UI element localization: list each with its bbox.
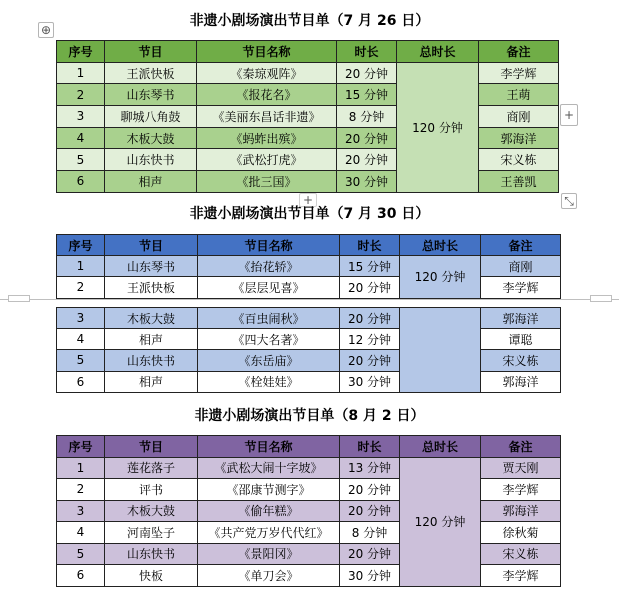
cell-duration[interactable]: 8 分钟	[340, 522, 400, 544]
table-row	[57, 149, 559, 171]
cell-no[interactable]: 4	[57, 127, 105, 149]
header-duration: 时长	[340, 235, 400, 256]
cell-program[interactable]: 木板大鼓	[105, 127, 197, 149]
cell-note[interactable]: 郭海洋	[481, 308, 561, 329]
cell-no[interactable]: 3	[57, 308, 105, 329]
table-3-title: 非遗小剧场演出节目单（8 月 2 日）	[194, 408, 425, 424]
table-header-row	[57, 436, 561, 458]
header-duration: 时长	[337, 41, 397, 63]
table-row	[57, 256, 561, 277]
cell-duration[interactable]: 15 分钟	[340, 256, 400, 277]
cell-total-duration[interactable]: 120 分钟	[400, 457, 481, 586]
cell-program[interactable]: 莲花落子	[105, 457, 198, 479]
cell-program[interactable]: 相声	[105, 171, 197, 193]
header-program-name: 节目名称	[197, 41, 337, 63]
cell-program[interactable]: 王派快板	[105, 62, 197, 84]
cell-program-name[interactable]: 《美丽东昌话非遗》	[197, 106, 337, 128]
cell-no[interactable]: 4	[57, 522, 105, 544]
table-row	[57, 329, 561, 350]
cell-program-name[interactable]: 《栓娃娃》	[198, 371, 340, 392]
table-row	[57, 457, 561, 479]
cell-note[interactable]: 李学辉	[481, 565, 561, 587]
header-total-duration: 总时长	[400, 235, 481, 256]
cell-program-name[interactable]: 《秦琼观阵》	[197, 62, 337, 84]
header-total-duration: 总时长	[400, 436, 481, 458]
cell-note[interactable]: 宋义栋	[479, 149, 559, 171]
add-column-icon[interactable]: +	[560, 104, 578, 126]
cell-program-name[interactable]: 《偷年糕》	[198, 500, 340, 522]
cell-program[interactable]: 山东琴书	[105, 256, 198, 277]
page-break-marker-right	[590, 295, 612, 302]
cell-no[interactable]: 5	[57, 149, 105, 171]
cell-program-name[interactable]: 《共产党万岁代代红》	[198, 522, 340, 544]
header-program: 节目	[105, 436, 198, 458]
page-break-marker-left	[8, 295, 30, 302]
cell-program-name[interactable]: 《武松打虎》	[197, 149, 337, 171]
cell-note[interactable]: 宋义栋	[481, 543, 561, 565]
cell-program-name[interactable]: 《层层见喜》	[198, 277, 340, 298]
cell-no[interactable]: 2	[57, 84, 105, 106]
cell-note[interactable]: 李学辉	[481, 277, 561, 298]
table-header-row	[57, 235, 561, 256]
cell-program-name[interactable]: 《东岳庙》	[198, 350, 340, 371]
header-program: 节目	[105, 235, 198, 256]
cell-program[interactable]: 王派快板	[105, 277, 198, 298]
cell-duration[interactable]: 30 分钟	[337, 171, 397, 193]
cell-duration[interactable]: 20 分钟	[337, 62, 397, 84]
schedule-table-jul26	[56, 40, 559, 193]
cell-note[interactable]: 李学辉	[479, 62, 559, 84]
header-no: 序号	[57, 235, 105, 256]
table-row	[57, 171, 559, 193]
cell-program-name[interactable]: 《景阳冈》	[198, 543, 340, 565]
cell-total-duration[interactable]: 120 分钟	[397, 62, 479, 192]
header-no: 序号	[57, 436, 105, 458]
cell-note[interactable]: 商刚	[479, 106, 559, 128]
cell-program[interactable]: 聊城八角鼓	[105, 106, 197, 128]
cell-duration[interactable]: 20 分钟	[340, 479, 400, 501]
header-note: 备注	[481, 235, 561, 256]
cell-no[interactable]: 1	[57, 256, 105, 277]
cell-program[interactable]: 山东快书	[105, 149, 197, 171]
header-program-name: 节目名称	[198, 436, 340, 458]
cell-program[interactable]: 山东快书	[105, 543, 198, 565]
cell-note[interactable]: 郭海洋	[479, 127, 559, 149]
cell-note[interactable]: 李学辉	[481, 479, 561, 501]
page-break-line	[0, 299, 619, 300]
table-row	[57, 127, 559, 149]
cell-no[interactable]: 2	[57, 479, 105, 501]
cell-no[interactable]: 2	[57, 277, 105, 298]
cell-note[interactable]: 郭海洋	[481, 371, 561, 392]
table-row	[57, 500, 561, 522]
cell-duration[interactable]: 20 分钟	[340, 277, 400, 298]
cell-program-name[interactable]: 《蚂蚱出殡》	[197, 127, 337, 149]
table-move-handle-icon[interactable]: ⊕	[38, 22, 54, 38]
cell-program[interactable]: 木板大鼓	[105, 308, 198, 329]
table-row	[57, 350, 561, 371]
table-row	[57, 565, 561, 587]
table-header-row	[57, 41, 559, 63]
cell-no[interactable]: 1	[57, 62, 105, 84]
cell-duration[interactable]: 20 分钟	[340, 500, 400, 522]
cell-no[interactable]: 6	[57, 565, 105, 587]
table-row	[57, 479, 561, 501]
cell-program[interactable]: 山东琴书	[105, 84, 197, 106]
cell-note[interactable]: 王萌	[479, 84, 559, 106]
table-row	[57, 371, 561, 392]
cell-no[interactable]: 1	[57, 457, 105, 479]
cell-note[interactable]: 宋义栋	[481, 350, 561, 371]
cell-duration[interactable]: 30 分钟	[340, 371, 400, 392]
schedule-table-jul30-part2	[56, 307, 561, 393]
cell-no[interactable]: 6	[57, 371, 105, 392]
cell-duration[interactable]: 8 分钟	[337, 106, 397, 128]
cell-duration[interactable]: 12 分钟	[340, 329, 400, 350]
cell-program-name[interactable]: 《百虫闹秋》	[198, 308, 340, 329]
cell-program-name[interactable]: 《批三国》	[197, 171, 337, 193]
cell-duration[interactable]: 20 分钟	[340, 308, 400, 329]
cell-program-name[interactable]: 《四大名著》	[198, 329, 340, 350]
schedule-table-jul30-part1	[56, 234, 561, 299]
cell-note[interactable]: 徐秋菊	[481, 522, 561, 544]
cell-program[interactable]: 快板	[105, 565, 198, 587]
cell-program-name[interactable]: 《武松大闹十字坡》	[198, 457, 340, 479]
cell-duration[interactable]: 20 分钟	[337, 127, 397, 149]
cell-program-name[interactable]: 《报花名》	[197, 84, 337, 106]
cell-program[interactable]: 评书	[105, 479, 198, 501]
cell-note[interactable]: 王善凯	[479, 171, 559, 193]
header-note: 备注	[481, 436, 561, 458]
table-resize-icon[interactable]: ⤡	[561, 193, 577, 209]
cell-program[interactable]: 河南坠子	[105, 522, 198, 544]
header-program: 节目	[105, 41, 197, 63]
cell-note[interactable]: 郭海洋	[481, 500, 561, 522]
cell-program[interactable]: 山东快书	[105, 350, 198, 371]
table-row	[57, 106, 559, 128]
cell-no[interactable]: 6	[57, 171, 105, 193]
cell-program-name[interactable]: 《单刀会》	[198, 565, 340, 587]
header-duration: 时长	[340, 436, 400, 458]
table-row	[57, 522, 561, 544]
cell-program-name[interactable]: 《邵康节测字》	[198, 479, 340, 501]
cell-duration[interactable]: 15 分钟	[337, 84, 397, 106]
header-program-name: 节目名称	[198, 235, 340, 256]
cell-no[interactable]: 3	[57, 106, 105, 128]
cell-total-duration[interactable]: 120 分钟	[400, 256, 481, 298]
cell-note[interactable]: 贾天刚	[481, 457, 561, 479]
cell-no[interactable]: 4	[57, 329, 105, 350]
cell-program-name[interactable]: 《抬花轿》	[198, 256, 340, 277]
cell-total-duration-continued[interactable]	[400, 308, 481, 393]
cell-note[interactable]: 谭聪	[481, 329, 561, 350]
header-no: 序号	[57, 41, 105, 63]
schedule-table-aug2	[56, 435, 561, 587]
cell-note[interactable]: 商刚	[481, 256, 561, 277]
cell-duration[interactable]: 20 分钟	[340, 350, 400, 371]
table-row	[57, 543, 561, 565]
table-row	[57, 62, 559, 84]
cell-program[interactable]: 相声	[105, 371, 198, 392]
cell-program[interactable]: 相声	[105, 329, 198, 350]
cell-duration[interactable]: 30 分钟	[340, 565, 400, 587]
table-row	[57, 84, 559, 106]
header-note: 备注	[479, 41, 559, 63]
table-2-title: 非遗小剧场演出节目单（7 月 30 日）	[189, 206, 430, 222]
cell-duration[interactable]: 13 分钟	[340, 457, 400, 479]
cell-no[interactable]: 5	[57, 350, 105, 371]
table-row	[57, 277, 561, 298]
cell-no[interactable]: 5	[57, 543, 105, 565]
cell-duration[interactable]: 20 分钟	[337, 149, 397, 171]
cell-no[interactable]: 3	[57, 500, 105, 522]
table-1-title: 非遗小剧场演出节目单（7 月 26 日）	[189, 13, 430, 29]
add-row-icon[interactable]: +	[299, 193, 317, 207]
cell-program[interactable]: 木板大鼓	[105, 500, 198, 522]
table-row	[57, 308, 561, 329]
header-total-duration: 总时长	[397, 41, 479, 63]
cell-duration[interactable]: 20 分钟	[340, 543, 400, 565]
